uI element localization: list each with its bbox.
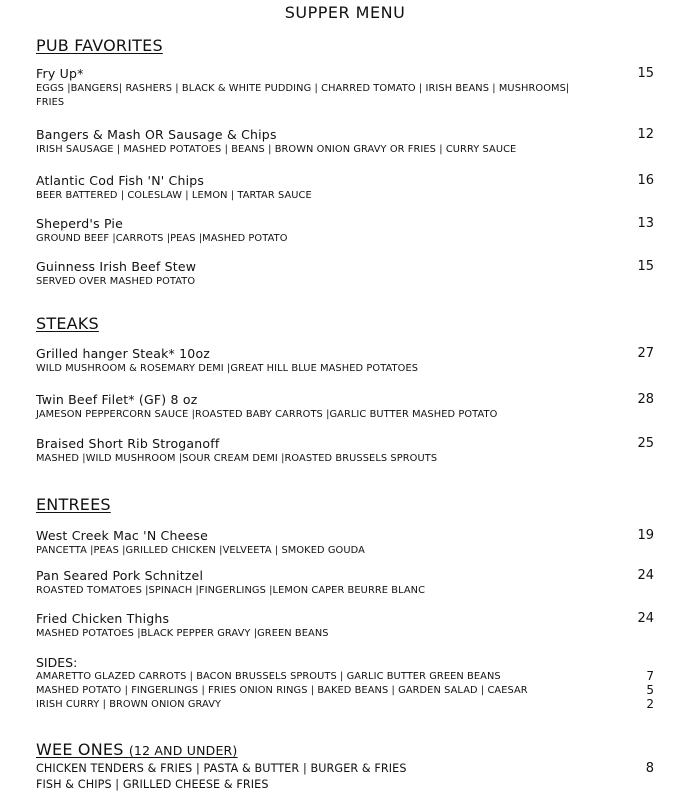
item-description: MASHED POTATOES |BLACK PEPPER GRAVY |GREEN BEANS — [36, 628, 329, 639]
item-price: 15 — [637, 259, 654, 274]
menu-item — [36, 216, 656, 246]
item-description: ROASTED TOMATOES |SPINACH |FINGERLINGS |LEMON CAPER BEURRE BLANC — [36, 585, 426, 596]
item-price: 15 — [637, 66, 654, 81]
sides-line: IRISH CURRY | BROWN ONION GRAVY — [36, 699, 222, 710]
item-description: PANCETTA |PEAS |GRILLED CHICKEN |VELVEETA | SMOKED GOUDA — [36, 545, 365, 556]
item-price: 27 — [637, 346, 654, 361]
item-description: JAMESON PEPPERCORN SAUCE |ROASTED BABY CARROTS |GARLIC BUTTER MASHED POTATO — [36, 409, 498, 420]
item-description: MASHED |WILD MUSHROOM |SOUR CREAM DEMI |ROASTED BRUSSELS SPROUTS — [36, 453, 438, 464]
wee-ones-line: CHICKEN TENDERS & FRIES | PASTA & BUTTER | BURGER & FRIES — [36, 762, 407, 775]
menu-item — [36, 259, 656, 289]
menu-item — [36, 66, 656, 110]
section-heading-pub-favorites: PUB FAVORITES — [36, 36, 163, 55]
sides-line: AMARETTO GLAZED CARROTS | BACON BRUSSELS SPROUTS | GARLIC BUTTER GREEN BEANS — [36, 671, 501, 682]
item-description: IRISH SAUSAGE | MASHED POTATOES | BEANS | BROWN ONION GRAVY OR FRIES | CURRY SAUCE — [36, 144, 517, 155]
wee-ones-line: FISH & CHIPS | GRILLED CHEESE & FRIES — [36, 778, 269, 791]
item-name: Bangers & Mash OR Sausage & Chips — [36, 127, 277, 142]
item-name: West Creek Mac 'N Cheese — [36, 528, 208, 543]
item-name: Guinness Irish Beef Stew — [36, 259, 197, 274]
item-name: Fry Up* — [36, 66, 84, 81]
item-name: Sheperd's Pie — [36, 216, 123, 231]
item-price: 16 — [637, 173, 654, 188]
item-description: GROUND BEEF |CARROTS |PEAS |MASHED POTATO — [36, 233, 288, 244]
section-heading-wee-ones — [36, 740, 238, 759]
sides-price: 2 — [646, 697, 654, 711]
item-name: Grilled hanger Steak* 10oz — [36, 346, 211, 361]
item-price: 28 — [637, 392, 654, 407]
item-price: 12 — [637, 127, 654, 142]
wee-ones-subheading: (12 AND UNDER) — [128, 743, 238, 758]
item-price: 25 — [637, 436, 654, 451]
item-description: WILD MUSHROOM & ROSEMARY DEMI |GREAT HILL BLUE MASHED POTATOES — [36, 363, 419, 374]
item-price: 24 — [637, 611, 654, 626]
sides-label: SIDES: — [36, 655, 78, 670]
item-description: EGGS |BANGERS| RASHERS | BLACK & WHITE PUDDING | CHARRED TOMATO | IRISH BEANS | MUSHROOMS| FRIES — [36, 83, 570, 108]
section-heading-steaks: STEAKS — [36, 314, 99, 333]
item-price: 13 — [637, 216, 654, 231]
wee-ones-heading: WEE ONES — [36, 740, 124, 759]
section-heading-entrees: ENTREES — [36, 495, 111, 514]
item-name: Pan Seared Pork Schnitzel — [36, 568, 204, 583]
item-name: Braised Short Rib Stroganoff — [36, 436, 220, 451]
item-name: Atlantic Cod Fish 'N' Chips — [36, 173, 205, 188]
menu-item — [36, 568, 656, 598]
menu-item — [36, 392, 656, 422]
item-name: Fried Chicken Thighs — [36, 611, 170, 626]
sides-line: MASHED POTATO | FINGERLINGS | FRIES ONION RINGS | BAKED BEANS | GARDEN SALAD | CAESAR — [36, 685, 528, 696]
menu-item — [36, 127, 656, 157]
menu-item — [36, 528, 656, 558]
item-name: Twin Beef Filet* (GF) 8 oz — [36, 392, 198, 407]
item-description: BEER BATTERED | COLESLAW | LEMON | TARTAR SAUCE — [36, 190, 312, 201]
item-price: 19 — [637, 528, 654, 543]
menu-item — [36, 436, 656, 466]
item-description: SERVED OVER MASHED POTATO — [36, 276, 196, 287]
item-price: 24 — [637, 568, 654, 583]
menu-item — [36, 346, 656, 376]
wee-ones-price: 8 — [645, 761, 654, 776]
page-title: SUPPER MENU — [284, 3, 406, 22]
menu-item — [36, 173, 656, 203]
sides-price: 7 — [646, 669, 654, 683]
menu-item — [36, 611, 656, 641]
sides-price: 5 — [646, 683, 654, 697]
